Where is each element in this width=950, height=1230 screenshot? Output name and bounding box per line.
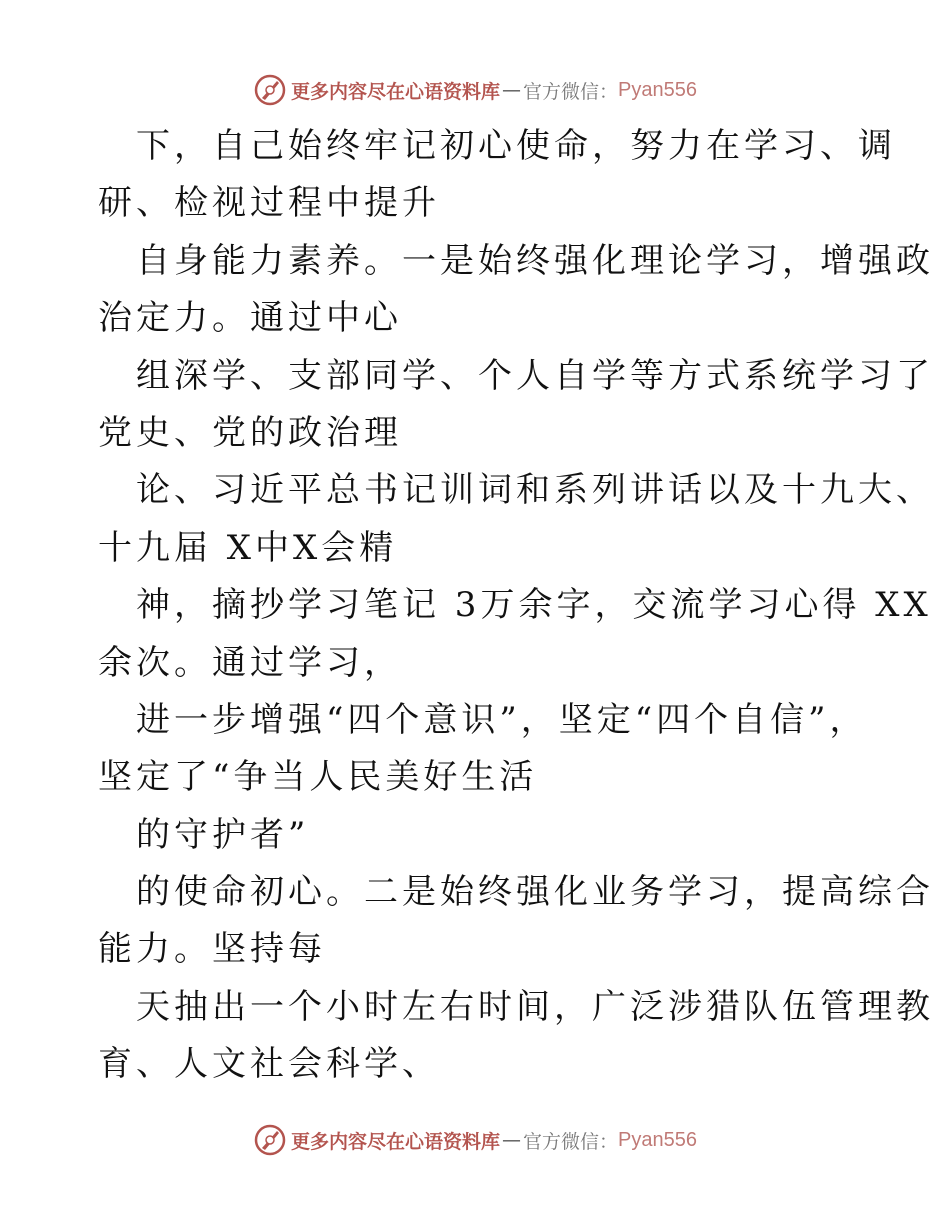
document-body [98,118,934,1094]
wechat-id: Pyan556 [618,78,697,101]
brand-text: 更多内容尽在心语资料库 [291,80,501,103]
text-line: 天抽出一个小时左右时间，广泛涉猎队伍管理教 [136,986,934,1027]
text-line: 的守护者” [136,814,310,855]
text-line: 神，摘抄学习笔记 3万余字，交流学习心得 XX [136,585,932,626]
text-line: 研、检视过程中提升 [98,183,440,224]
text-line: 育、人文社会科学、 [98,1044,440,1085]
text-line: 进一步增强“四个意识”，坚定“四个自信”， [136,699,868,740]
text-line: 能力。坚持每 [98,929,326,970]
banner-separator: — [502,79,522,101]
text-line: 治定力。通过中心 [98,298,402,339]
quill-logo-icon [253,1123,287,1157]
wechat-id: Pyan556 [618,1128,697,1151]
brand-text: 更多内容尽在心语资料库 [291,1130,501,1153]
wechat-label: 官方微信： [523,1130,619,1153]
text-line: 十九届 X中X会精 [98,527,398,568]
text-line: 党史、党的政治理 [98,412,402,453]
text-line: 的使命初心。二是始终强化业务学习，提高综合 [136,872,934,913]
wechat-label: 官方微信： [523,80,619,103]
text-line: 组深学、支部同学、个人自学等方式系统学习了 [136,355,934,396]
text-line: 自身能力素养。一是始终强化理论学习，增强政 [136,240,934,281]
header-watermark [0,70,950,110]
footer-watermark [0,1120,950,1160]
quill-logo-icon [253,73,287,107]
text-line: 坚定了“争当人民美好生活 [98,757,538,798]
text-line: 论、习近平总书记训词和系列讲话以及十九大、 [136,470,934,511]
text-line: 余次。通过学习， [98,642,402,683]
banner-separator: — [502,1129,522,1151]
text-line: 下，自己始终牢记初心使命，努力在学习、调 [136,126,896,166]
